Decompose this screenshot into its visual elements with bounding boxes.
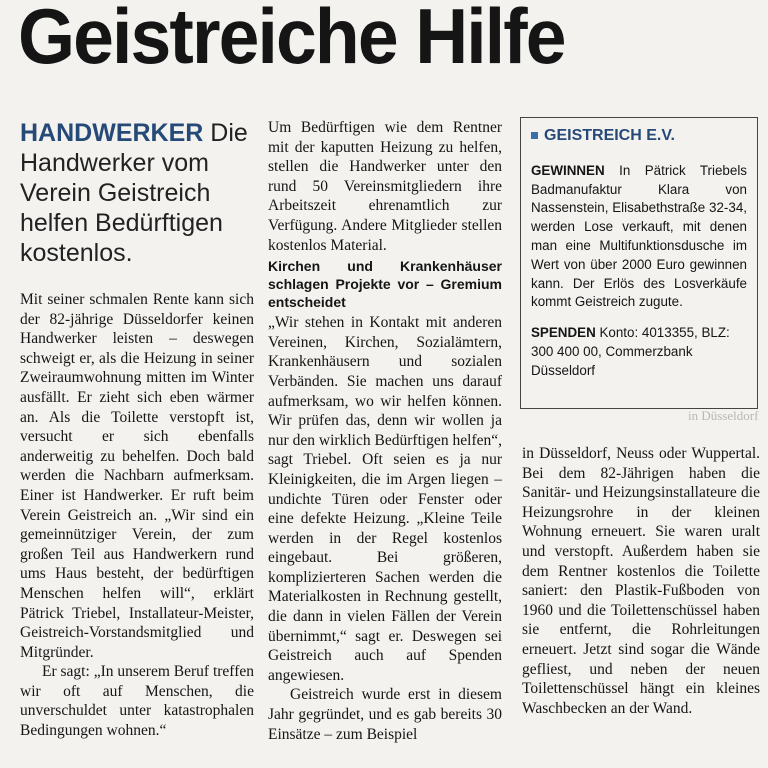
article-column-1 [20, 290, 254, 741]
article-column-3 [522, 444, 760, 718]
info-box [520, 117, 758, 409]
donation-label: SPENDEN [531, 325, 596, 341]
info-box-donations [531, 324, 747, 380]
info-box-title-text: GEISTREICH E.V. [544, 127, 675, 144]
teaser [20, 118, 252, 268]
raffle-label: GEWINNEN [531, 162, 605, 178]
paragraph: in Düsseldorf, Neuss oder Wuppertal. Bei dem 82-Jährigen haben die Sanitär- und Heizungsinstallateure die Heizungsrohre in der kleinen Wohnung erneuert. Sie waren uralt und verstopft. Außerdem haben sie dem Rentner kostenlos die Toilette saniert: den Plastik-Fußboden von 1960 und die Toilettenschüssel haben sie entfernt, die Rohrleitungen erneuert. Jetzt sind sogar die Wände gefliest, und neben der neuen Toilettenschüssel hängt ein kleines Waschbecken an der Wand. [522, 445, 760, 717]
raffle-text: In Pätrick Triebels Badmanufaktur Klara von Nassenstein, Elisabethstraße 32-34, werden Lose verkauft, mit denen man eine Multifunktionsdusche im Wert von über 2000 Euro gewinnen kann. Der Erlös des Losverkäufe kommt Geistreich zugute. [531, 162, 747, 310]
teaser-text: Die Handwerker vom Verein Geistreich helfen Bedürftigen kostenlos. [20, 119, 248, 267]
square-bullet-icon [531, 132, 538, 139]
paragraph: „Wir stehen in Kontakt mit anderen Vereinen, Kirchen, Sozialämtern, Krankenhäusern und sozialen Verbänden. Sie machen uns darauf aufmerksam, wo wir helfen können. Wir prüfen das, denn wir wollen ja nur den wirklich Bedürftigen helfen“, sagt Triebel. Oft seien es ja nur Kleinigkeiten, die im Argen liegen – undichte Türen oder Fenster oder eine defekte Heizung. „Kleine Teile werden in der Regel kostenlos eingebaut. Bei größeren, komplizierteren Sachen werden die Materialkosten in Rechnung gestellt, die dann in vielen Fällen der Verein übernimmt,“ sagt er. Deswegen sei Geistreich auch auf Spenden angewiesen. [268, 314, 502, 684]
subheading: Kirchen und Krankenhäuser schlagen Projekte vor – Gremium entscheidet [268, 258, 502, 311]
paragraph: Er sagt: „In unserem Beruf treffen wir oft auf Menschen, die unverschuldet unter katastrophalen Bedingungen wohnen.“ [20, 663, 254, 740]
bleed-through-text: in Düsseldorf [688, 408, 759, 423]
article-column-2 [268, 118, 502, 744]
paragraph: Mit seiner schmalen Rente kann sich der 82-jährige Düsseldorfer keinen Handwerker leisten – deswegen schweigt er, als die Heizung in seiner Zweiraumwohnung mitten im Winter ausfällt. Er zieht sich eben wärmer an. Als die Toilette verstopft ist, versucht er sich ebenfalls anderweitig zu behelfen. Doch bald werden die Nachbarn aufmerksam. Einer ist Handwerker. Er ruft beim Verein Geistreich an. „Wir sind ein gemeinnütziger Verein, der zum großen Teil aus Handwerkern rund ums Haus besteht, der bedürftigen Menschen helfen will“, erklärt Pätrick Triebel, Installateur-Meister, Geistreich-Vorstandsmitglied und Mitgründer. [20, 291, 254, 661]
teaser-kicker: HANDWERKER [20, 119, 204, 147]
donation-text: Konto: 4013355, BLZ: 300 400 00, Commerzbank Düsseldorf [531, 325, 730, 378]
paragraph: Um Bedürftigen wie dem Rentner mit der kaputten Heizung zu helfen, stellen die Handwerker unter den rund 50 Vereinsmitgliedern ihre Arbeitszeit ehrenamtlich zur Verfügung. Andere Mitglieder stellen kostenlos Material. [268, 119, 502, 254]
info-box-raffle [531, 162, 747, 312]
info-box-title [531, 127, 757, 146]
paragraph: Geistreich wurde erst in diesem Jahr gegründet, und es gab bereits 30 Einsätze – zum Beispiel [268, 686, 502, 743]
headline: Geistreiche Hilfe [18, 0, 565, 80]
